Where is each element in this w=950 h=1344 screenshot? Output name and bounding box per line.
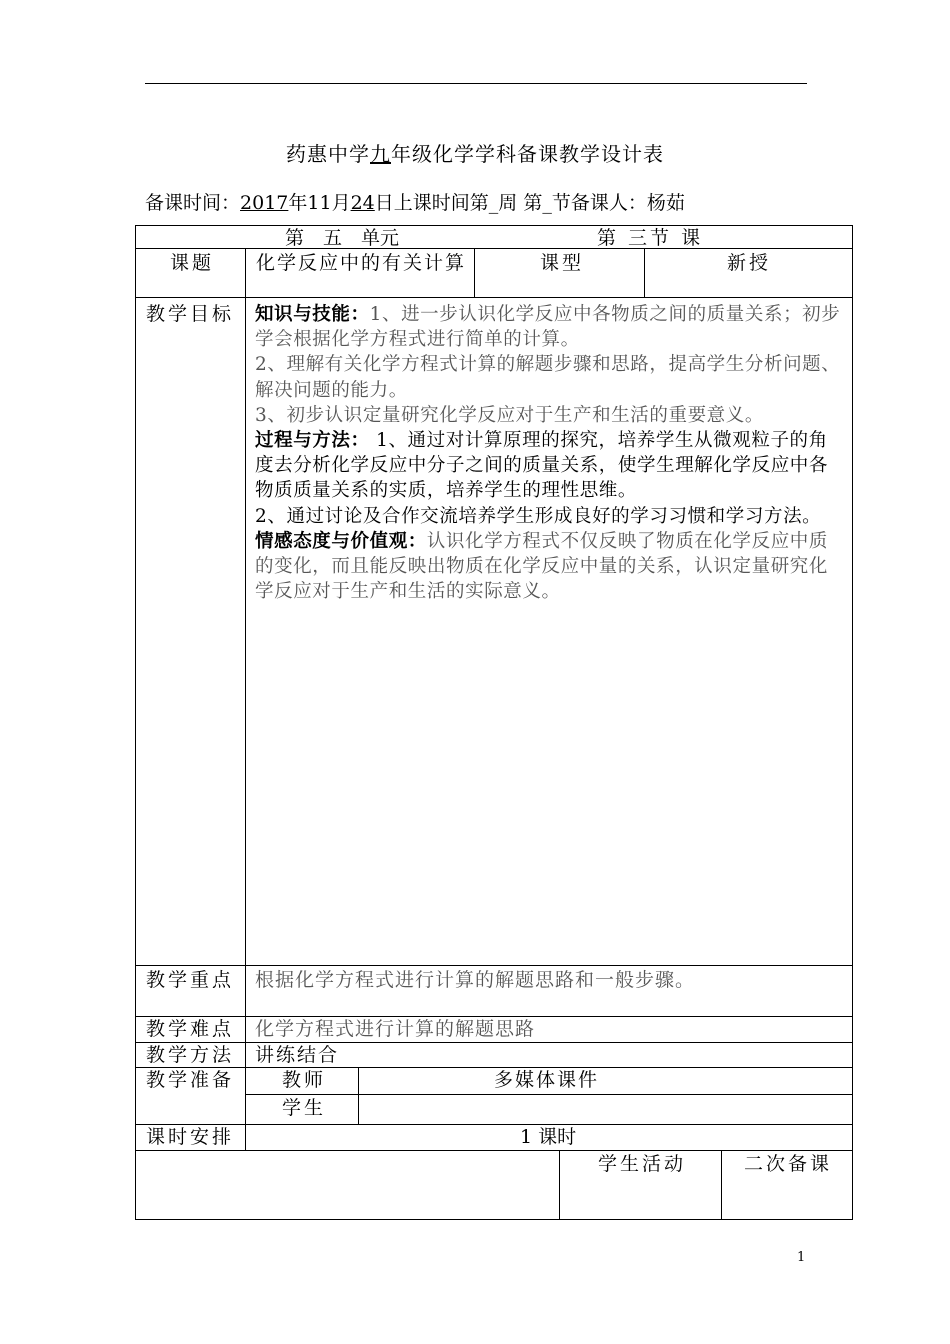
topic-value: 化学反应中的有关计算	[255, 252, 466, 274]
page-title: 药惠中学九年级化学学科备课教学设计表	[286, 142, 664, 166]
key-point-text: 根据化学方程式进行计算的解题思路和一般步骤。	[255, 969, 696, 991]
unit-label: 第 五 单元	[285, 227, 400, 249]
prep-student-label: 学生	[282, 1097, 327, 1119]
prep-teacher-value: 多媒体课件	[494, 1069, 600, 1091]
header-rule	[145, 83, 807, 84]
method-label: 教学方法	[146, 1044, 235, 1066]
prep-info-line: 备课时间：2017年11月24日上课时间第_周 第_节备课人：杨茹	[145, 192, 685, 214]
process-item-2: 2、通过讨论及合作交流培养学生形成良好的学习习惯和学习方法。	[255, 505, 822, 527]
section-label: 第 三节 课	[597, 227, 704, 249]
difficulty-text: 化学方程式进行计算的解题思路	[255, 1018, 536, 1040]
knowledge-skills: 知识与技能：1、进一步认识化学反应中各物质之间的质量关系；初步学会根据化学方程式进行简单的计算。	[255, 304, 841, 351]
lesson-type-label: 课型	[540, 252, 585, 274]
second-prep-header: 二次备课	[744, 1153, 833, 1175]
lesson-type-value: 新授	[727, 252, 772, 274]
process-methods: 过程与方法： 1、通过对计算原理的探究，培养学生从微观粒子的角度去分析化学反应中分子之间的质量关系，使学生理解化学反应中各物质质量关系的实质，培养学生的理性思维。	[255, 430, 829, 502]
difficulty-label: 教学难点	[146, 1018, 235, 1040]
prep-teacher-label: 教师	[282, 1069, 327, 1091]
objectives-content	[255, 302, 845, 604]
knowledge-item-2: 2、理解有关化学方程式计算的解题步骤和思路，提高学生分析问题、解决问题的能力。	[255, 354, 841, 401]
topic-label: 课题	[170, 252, 215, 274]
emotion-values: 情感态度与价值观：认识化学方程式不仅反映了物质在化学反应中质的变化，而且能反映出物质在化学反应中量的关系，认识定量研究化学反应对于生产和生活的实际意义。	[255, 530, 829, 603]
prep-label: 教学准备	[146, 1069, 235, 1091]
student-activity-header: 学生活动	[598, 1153, 687, 1175]
schedule-value: 1 课时	[520, 1126, 577, 1148]
key-point-label: 教学重点	[146, 969, 235, 991]
knowledge-item-3: 3、初步认识定量研究化学反应对于生产和生活的重要意义。	[255, 404, 764, 426]
page-number: 1	[797, 1250, 806, 1265]
method-text: 讲练结合	[255, 1044, 340, 1066]
objectives-label: 教学目标	[146, 303, 235, 325]
schedule-label: 课时安排	[146, 1126, 235, 1148]
